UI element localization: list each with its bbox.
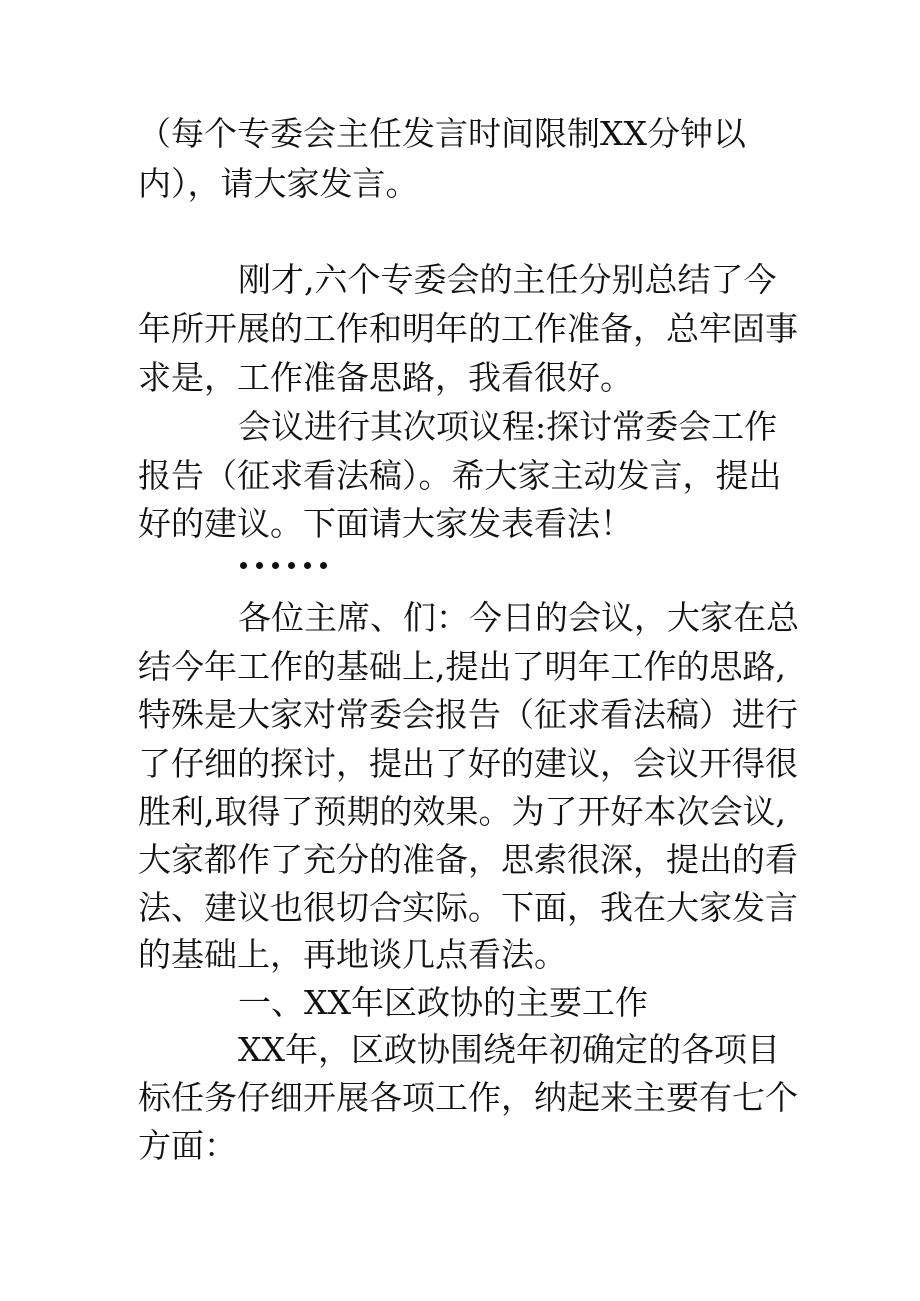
- separator-dot: [272, 562, 279, 569]
- separator-dot: [240, 562, 247, 569]
- paragraph-line: 内），请大家发言。: [138, 164, 419, 203]
- paragraph-line: 年所开展的工作和明年的工作准备，总牢固事: [138, 309, 798, 348]
- paragraph-line: 标任务仔细开展各项工作，纳起来主要有七个: [138, 1078, 798, 1117]
- paragraph-line: 特殊是大家对常委会报告（征求看法稿）进行: [138, 695, 798, 734]
- paragraph-line: 各位主席、们：今日的会议，大家在总: [238, 598, 799, 637]
- separator-dot: [320, 562, 327, 569]
- paragraph-line: （每个专委会主任发言时间限制XX分钟以: [138, 114, 746, 153]
- paragraph-line: 刚才,六个专委会的主任分别总结了今: [238, 260, 777, 299]
- paragraph-line: 法、建议也很切合实际。下面，我在大家发言: [138, 888, 798, 927]
- paragraph-line: 了仔细的探讨，提出了好的建议，会议开得很: [138, 744, 798, 783]
- paragraph-line: 大家都作了充分的准备，思索很深，提出的看: [138, 840, 798, 879]
- paragraph-line: 胜利,取得了预期的效果。为了开好本次会议,: [138, 792, 786, 831]
- separator-dot: [304, 562, 311, 569]
- paragraph-line: XX年，区政协围绕年初确定的各项目: [238, 1030, 780, 1069]
- paragraph-line: 的基础上，再地谈几点看法。: [138, 935, 567, 974]
- separator-dot: [288, 562, 295, 569]
- ellipsis-separator: [240, 550, 336, 580]
- paragraph-line: 报告（征求看法稿）。希大家主动发言，提出: [138, 456, 782, 495]
- paragraph-line: 求是，工作准备思路，我看很好。: [138, 358, 633, 397]
- paragraph-line: 会议进行其次项议程:探讨常委会工作: [238, 407, 778, 446]
- paragraph-line: 好的建议。下面请大家发表看法！: [138, 504, 633, 543]
- separator-dot: [256, 562, 263, 569]
- paragraph-line: 结今年工作的基础上,提出了明年工作的思路,: [138, 647, 786, 686]
- section-heading: 一、XX年区政协的主要工作: [238, 983, 648, 1022]
- paragraph-line: 方面：: [138, 1126, 237, 1165]
